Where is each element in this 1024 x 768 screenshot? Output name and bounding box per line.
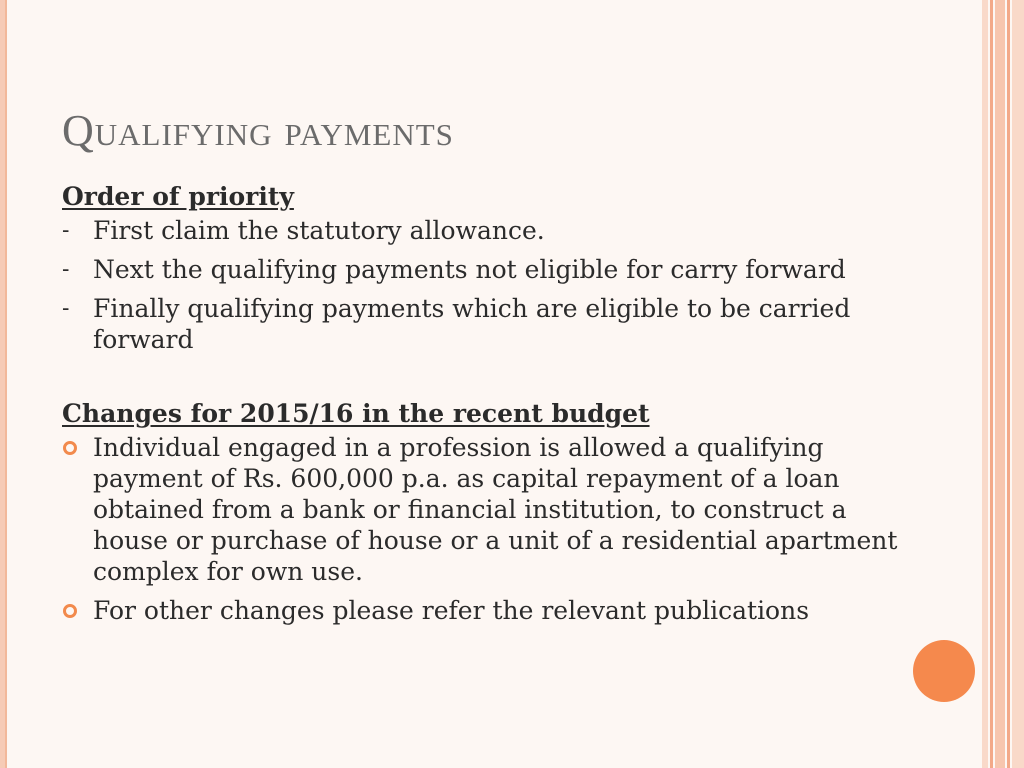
dash-bullet: - — [62, 218, 70, 243]
stripe — [995, 0, 1005, 768]
section-heading-priority: Order of priority — [62, 182, 294, 211]
list-item — [62, 215, 902, 246]
list-item-text: Finally qualifying payments which are eligible to be carried forward — [93, 294, 851, 354]
ring-bullet-icon — [63, 604, 77, 618]
stripe — [1012, 0, 1024, 768]
list-item — [62, 254, 902, 285]
left-border-stripe — [0, 0, 7, 768]
priority-list — [62, 215, 902, 355]
list-item-text: Next the qualifying payments not eligible for carry forward — [93, 255, 846, 284]
slide-title: Qualifying payments — [62, 106, 454, 155]
changes-list — [62, 432, 902, 626]
list-item — [62, 432, 902, 587]
dash-bullet: - — [62, 257, 70, 282]
stripe — [982, 0, 988, 768]
stripe — [1007, 0, 1010, 768]
list-item-text: First claim the statutory allowance. — [93, 216, 545, 245]
stripe — [990, 0, 993, 768]
dash-bullet: - — [62, 296, 70, 321]
ring-bullet-icon — [63, 441, 77, 455]
list-item — [62, 595, 902, 626]
slide-content — [62, 182, 902, 634]
list-item-text: Individual engaged in a profession is allowed a qualifying payment of Rs. 600,000 p.a. as capital repayment of a loan obtained from a bank or financial institution, to construct a house or purchase of house or a unit of a residential apartment complex for own use. — [93, 433, 898, 586]
list-item-text: For other changes please refer the relevant publications — [93, 596, 810, 625]
right-border-stripes — [982, 0, 1024, 768]
decorative-circle-icon — [913, 640, 975, 702]
section-heading-changes: Changes for 2015/16 in the recent budget — [62, 399, 650, 428]
list-item — [62, 293, 902, 355]
section-spacer — [62, 363, 902, 399]
